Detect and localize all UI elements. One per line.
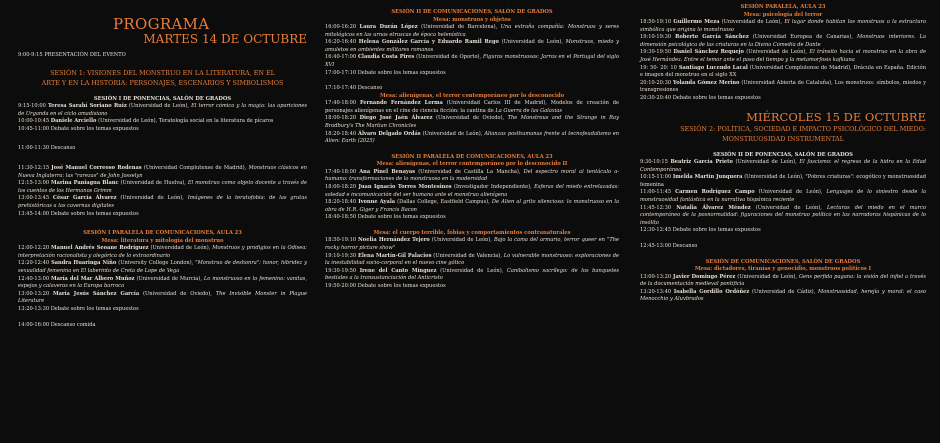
program-entry	[18, 165, 307, 180]
entry-title: Monstruos y prodigios en la Odisea: interpretación racionalista y alegórica de lo extraordinario	[18, 245, 308, 259]
entry-time: 12:40-13:00	[18, 275, 50, 282]
entry-time: 10:15-11:00	[640, 174, 672, 181]
entry-title: The Invisible Monster in Plague Literature	[18, 290, 307, 305]
mesa-heading: Mesa: alienígenas, el terror contemporáneo por lo desconocido	[379, 92, 565, 99]
entry-time: 19: 50- 20: 10	[640, 64, 677, 71]
entry-rest: Debate sobre los temas expuestos	[672, 94, 761, 101]
mesa-heading: Mesa: psicología del terror	[743, 11, 823, 18]
column-day2	[630, 0, 940, 443]
entry-speaker: Irene del Canto Mínguez	[359, 267, 437, 274]
entry-speaker: Ivonne Ayala	[358, 199, 396, 206]
program-entry	[18, 103, 307, 118]
mesa-heading: Mesa: alienígenas, el terror contemporáneo por lo desconocido II	[376, 161, 568, 168]
entry-rest: Debate sobre los temas expuestos	[357, 283, 446, 290]
entry-speaker: Teresa Sarahí Soriano Ruiz	[47, 103, 127, 110]
entry-rest: (Universidad de León),	[746, 49, 807, 56]
entry-rest: (Universidad de Oviedo),	[143, 290, 212, 297]
entry-title: El monstruo como objeto docente a través de los cuentos de los Hermanos Grimm	[18, 180, 308, 194]
entry-title: Lecturas del miedo en el marco contemporáneo de la posnormalidad: figuraciones del monstruo político en las narradoras hispánicas de lo insólito	[640, 204, 926, 226]
entry-speaker: Noelia Hernández Tejero	[358, 237, 430, 244]
entry-title: Lo vulnerable monstruoso: exploraciones de la inestabilidad socio-corporal en el nuevo cine gótico	[325, 252, 620, 267]
day2-date: MIÉRCOLES 15 DE OCTUBRE	[746, 109, 926, 124]
entry-speaker: Laura Durán López	[359, 24, 418, 30]
entry-time: 11:30-12:15	[18, 165, 50, 172]
entry-time: 11:45-12:30	[640, 204, 672, 211]
entry-time: 18:20-18:40	[325, 130, 357, 137]
program-entry	[640, 34, 926, 49]
entry-rest: (Universidad de Castilla La Mancha),	[418, 168, 521, 175]
entry-rest: (Universidad de León),	[440, 267, 504, 274]
program-title: PROGRAMA	[113, 15, 210, 33]
program-entry	[325, 169, 619, 184]
entry-speaker: Daniel Sánchez Requejo	[673, 49, 744, 56]
entry-rest: (University College London),	[118, 260, 194, 267]
program-entry	[18, 276, 307, 291]
entry-time: 20:10-20:30	[640, 79, 672, 86]
entry-title: La Guerra de las Galaxias	[495, 107, 563, 114]
entries-list	[640, 19, 926, 103]
program-entry	[640, 19, 926, 34]
program-entry	[640, 80, 926, 95]
entry-time: 13:20-13:40	[640, 288, 672, 295]
entry-title: Alianzas posthumanas frente al tecnofeudalismo en Alien: Earth (2025)	[325, 130, 619, 145]
entry-title: Monstruos clásicos en Nueva Inglaterra: las "rarezas" de John Josselyn	[18, 165, 307, 179]
entry-rest: (Universidad de León),	[735, 159, 797, 166]
entry-speaker: Marina Paniagua Blanc	[51, 180, 119, 187]
entry-time: 13:45-14:00	[18, 210, 50, 217]
entry-time: 18:50-19:10	[325, 237, 357, 244]
entry-rest: (Universidad Carlos III de Madrid), Modelos de creación de personajes alienígenas en el cine de ciencia ficción: la cantina de	[325, 100, 619, 114]
program-entry	[325, 24, 619, 39]
entry-rest: (Universidad de León),	[758, 189, 823, 196]
entry-title: Bajo la cama del armario, terror queer en "The rocky horror picture show"	[325, 237, 620, 252]
session2-comunicaciones-heading: SESIÓN II DE COMUNICACIONES, SALÓN DE GRADOS	[391, 9, 553, 15]
entry-time: 10:00-10:45	[18, 118, 50, 125]
day1-date: MARTES 14 DE OCTUBRE	[143, 32, 307, 46]
entry-speaker: Isabella Gordillo Ordóñez	[673, 288, 750, 295]
program-entry	[640, 189, 926, 204]
lunch-line: 14:00-16:00 Descanso comida	[18, 321, 96, 328]
entry-title: Esferas del miedo entrelazadas: soledad e incomunicación del ser humano ante el monstruo alienígena	[325, 184, 619, 198]
entry-rest: (Universidad de León),	[431, 237, 492, 244]
entry-title: Canibalismo sacrílego: de los banquetes bestiales a la transustanciación del Anticristo	[325, 267, 619, 282]
program-entry	[18, 195, 307, 210]
entry-speaker: Guillermo Meza	[673, 19, 720, 25]
entry-rest: (Dallas College, Eastfield Campus),	[397, 199, 490, 206]
entry-time: 13:00-13:20	[18, 290, 50, 297]
session1-title-line2: ARTE Y EN LA HISTORIA: PERSONAJES, ESCENARIOS Y SIMBOLISMOS	[41, 78, 284, 87]
entry-time: 20:30-20:40	[640, 94, 672, 101]
entry-rest: (Universidad de Huelva),	[120, 180, 186, 187]
break-line: 12:45-13:00 Descanso	[640, 242, 698, 249]
entry-speaker: María Jesús Sánchez García	[52, 290, 140, 297]
program-entry	[640, 174, 926, 189]
program-entry	[325, 131, 619, 146]
entry-title: Una extraña compañía: Monstruos y seres mitológicos en las urnas etruscas de época helenística	[325, 24, 619, 38]
session1-ponencias-heading: SESIÓN I DE PONENCIAS, SALÓN DE GRADOS	[93, 95, 232, 102]
entry-rest: (Universidad de León),	[737, 273, 798, 280]
entry-time: 19:30-19:50	[325, 267, 357, 274]
program-entry	[325, 70, 619, 78]
entry-rest: (Universidad Complutense de Madrid),	[143, 165, 247, 172]
entry-time: 17:40-18:00	[325, 100, 357, 107]
entry-time: 16:40-17:00	[325, 54, 357, 61]
entry-speaker: Natalia Álvarez Méndez	[676, 204, 751, 211]
entries-list	[18, 245, 307, 313]
entry-speaker: Fernando Fernández Lerma	[359, 100, 443, 107]
mesa-heading: Mesa: monstruos y objetos	[433, 16, 511, 23]
break-line: 11:00-11:30 Descanso	[18, 145, 76, 152]
entry-rest: (Universidad de Valencia),	[433, 252, 502, 259]
entries-list	[640, 274, 926, 304]
entry-rest: (Investigador Independiente),	[453, 184, 532, 190]
entry-speaker: Roberto García Sánchez	[675, 34, 749, 41]
session2-ponencias-heading: SESIÓN II DE PONENCIAS, SALÓN DE GRADOS	[713, 151, 853, 158]
entries-list	[325, 237, 619, 290]
entry-title: Monstruos interiores. La dimensión psicológica de las criaturas en la Divina Comedia de Dante	[640, 34, 926, 48]
entry-time: 12:00-12:20	[18, 245, 50, 252]
entry-speaker: Daniele Arciello	[50, 118, 97, 125]
entry-time: 13:20-13:30	[18, 305, 50, 312]
intro-line: 9:00-9:15 PRESENTACIÓN DEL EVENTO	[18, 52, 126, 58]
entry-speaker: Santiago Lucendo Lacal	[678, 64, 748, 71]
parallel-session-heading: SESIÓN PARALELA, AULA 23	[740, 4, 826, 10]
entry-time: 19:30-19:50	[640, 49, 672, 56]
entry-rest: Debate sobre los temas expuestos	[50, 305, 139, 312]
entry-rest: Debate sobre los temas expuestos	[357, 69, 446, 76]
entries-list	[325, 169, 619, 222]
entry-speaker: Claudia Costa Pires	[357, 54, 415, 61]
entry-title: Del espectro moral al tentáculo a-humano: transformaciones de lo monstruoso en la modernidad	[325, 168, 619, 183]
entry-rest: Debate sobre los temas expuestos	[672, 227, 761, 234]
entry-time: 12:20-12:40	[18, 260, 50, 267]
entry-time: 18:50-19:10	[640, 19, 672, 25]
entry-time: 16:00-16:20	[325, 24, 357, 30]
entry-speaker: Álvaro Delgado Ordás	[358, 130, 421, 137]
entry-rest: (Universidad de León),	[755, 204, 822, 211]
entries-list	[18, 165, 307, 218]
program-entry	[325, 199, 619, 214]
entry-speaker: Sandra Huaringa Niño	[51, 260, 117, 267]
entry-time: 13:00-13:45	[18, 195, 50, 202]
entry-title: The Monstrous and the Strange in Ray Bradbury's The Martian Chronicles	[325, 115, 619, 130]
session1-title-line1: SESIÓN 1: VISIONES DEL MONSTRUO EN LA LITERATURA, EN EL	[50, 68, 275, 77]
entry-time: 13:00-13:20	[640, 273, 672, 280]
entry-rest: (Universidad de Oviedo),	[435, 115, 505, 122]
entry-rest: (Universidad de Cádiz),	[752, 288, 816, 295]
entry-speaker: Javier Domingo Pérez	[673, 273, 736, 280]
entry-rest: (Universidad de León),	[128, 103, 189, 110]
program-entry	[325, 237, 619, 252]
entry-speaker: César García Álvarez	[52, 195, 117, 202]
entry-rest: Debate sobre los temas expuestos	[50, 210, 139, 217]
program-entry	[640, 49, 926, 64]
entry-title: Monstruos, miedo y amuletos en ambientes militares romanos	[325, 39, 619, 53]
entry-rest: (Universidad de León), "Pobres criaturas": ecogótico y monstruosidad femenina	[640, 174, 926, 188]
program-entry	[325, 253, 619, 268]
program-entry	[640, 274, 926, 289]
entry-time: 18:40-18:50	[325, 214, 357, 221]
entry-title: El lugar donde habitan los monstruos o la estructura simbólica que origina lo monstruoso	[640, 19, 927, 33]
entries-list	[325, 100, 619, 146]
entry-speaker: Beatriz García Prieto	[670, 159, 733, 166]
entry-title: El tránsito hacia el monstruo en la obra de José Hernández. Entre el temor ante el paso del tiempo y la metamorfosis kafkiana	[640, 49, 926, 63]
comunicaciones-heading: SESIÓN DE COMUNICACIONES, SALÓN DE GRADOS	[705, 258, 861, 265]
entry-rest: (Universidad de León),	[150, 245, 211, 252]
entry-speaker: José Manuel Correoso Rodenas	[51, 165, 142, 172]
entry-rest: (Universidad de Murcia),	[136, 275, 202, 282]
entry-rest: (Universidad de León),	[501, 39, 563, 46]
entry-time: 19:10-19:30	[325, 252, 357, 259]
program-entry	[640, 95, 926, 103]
entry-time: 16:20-16:40	[325, 39, 357, 46]
entry-rest: (Universidad de León),	[120, 195, 184, 202]
entry-title: Imágenes de la teratofobia: de las grutas prehistóricas a las cavernas digitales	[18, 195, 307, 210]
entries-list	[640, 159, 926, 235]
program-entry	[18, 291, 307, 306]
entry-speaker: Juan Ignacio Torres Montesinos	[358, 184, 452, 190]
entry-time: 17:00-17:10	[325, 69, 357, 76]
session2-title-line2: MONSTRUOSIDAD INSTRUMENTAL	[722, 134, 844, 143]
entry-speaker: Carmen Rodríguez Campo	[675, 189, 755, 196]
entry-rest: Debate sobre los temas expuestos	[357, 214, 446, 221]
program-entry	[640, 227, 926, 235]
program-entry	[325, 115, 619, 130]
entry-time: 18:20-18:40	[325, 199, 357, 206]
entry-time: 9:15-10:00	[18, 103, 46, 110]
entry-title: Monstruosidad, herejía y moral: el caso Menocchio y Aluvbrados	[640, 288, 926, 303]
entry-speaker: Imelda Martín Junquera	[672, 174, 743, 181]
program-entry	[640, 289, 926, 304]
program-entry	[18, 180, 307, 195]
entry-time: 18:00-18:20	[325, 184, 357, 190]
program-entry	[640, 205, 926, 228]
program-entry	[640, 159, 926, 174]
entry-time: 12:15-13:00	[18, 180, 50, 187]
program-entry	[18, 118, 307, 126]
entry-rest: (Universidad de Barcelona),	[421, 24, 498, 30]
entry-time: 9:30-10:15	[640, 159, 668, 166]
entry-title: De Alien al grito silencioso: lo monstruoso en la obra de H.R. Giger y Francis Bacon	[325, 199, 620, 213]
entry-rest: (Universidad Europea de Canarias),	[752, 34, 853, 41]
entry-title: Lo monstruoso en lo femenino: vanitas, espejos y calaveras en la Europa barroca	[18, 275, 307, 290]
entry-time: 19:50-20:00	[325, 283, 357, 290]
entry-title: "Monstruo de deshonra": honor, hibridez y sexualidad femenina en El laberinto de Creta de Lope de Vega	[18, 260, 308, 274]
entry-title: Lenguajes de lo siniestro desde la monstruosidad fantástica en la narrativa hispánica reciente	[640, 189, 926, 203]
entry-title: Gens perfida pagana: la visión del infiel a través de la documentación medieval pontificia	[640, 273, 927, 288]
mesa-heading: Mesa: dictadores, tiranías y genocidio, monstruos políticos I	[694, 266, 872, 273]
mesa-heading: Mesa: literatura y mitología del monstruo	[101, 237, 224, 244]
entry-speaker: Ana Pinel Benayas	[359, 168, 416, 175]
entry-time: 18:00-18:20	[325, 115, 357, 122]
program-entry	[325, 283, 619, 291]
entries-list	[18, 103, 307, 133]
column-day1-afternoon	[317, 0, 627, 443]
entry-time: 12:30-12:45	[640, 227, 672, 234]
entry-title: Figuras monstruosas: Jarras en el Portugal del siglo XVI	[325, 54, 619, 68]
program-entry	[18, 306, 307, 314]
entry-time: 19:10-19:30	[640, 34, 672, 41]
entry-speaker: Manuel Andrés Seoane Rodríguez	[51, 245, 149, 252]
entry-title: El terror cómico y la magia: las apariciones de Urganda en el ciclo amadisiano	[18, 103, 308, 117]
program-entry	[325, 214, 619, 222]
program-entry	[325, 54, 619, 69]
entry-title: El fascismo: el regreso de la hidra en la Edad Contemporánea	[640, 159, 926, 173]
entry-rest: (Universidad de Oporto),	[416, 54, 482, 61]
program-entry	[325, 184, 619, 199]
program-entry	[640, 65, 926, 80]
entry-speaker: Elena Martín-Gil Palacios	[357, 252, 432, 259]
column-day1-morning	[0, 0, 315, 443]
program-entry	[325, 100, 619, 115]
entries-list	[325, 24, 619, 77]
entry-speaker: Helena González García y Eduardo Ramil Rego	[358, 39, 499, 46]
break-line: 17:10-17:40 Descanso	[325, 85, 383, 92]
entry-time: 11:00-11:45	[640, 189, 672, 196]
program-entry	[18, 260, 307, 275]
program-entry	[18, 245, 307, 260]
session2-title-line1: SESIÓN 2: POLÍTICA, SOCIEDAD E IMPACTO PSICOLÓGICO DEL MIEDO:	[680, 124, 926, 133]
entry-rest: (Universidad de León),	[721, 19, 783, 25]
entry-rest: (Universidad Abierta de Cataluña), Los monstruos: símbolos, miedos y transgresiones	[640, 79, 927, 94]
entry-speaker: Yolanda Gómez Merino	[673, 79, 740, 86]
entry-time: 10:45-11:00	[18, 125, 50, 132]
entry-rest: Debate sobre los temas expuestos	[50, 125, 139, 132]
entry-rest: (Universidad de León), Teratología social en la literatura de pícaros	[98, 118, 274, 125]
entry-time: 17:40-18:00	[325, 168, 357, 175]
program-entry	[18, 211, 307, 219]
program-entry	[325, 39, 619, 54]
entry-rest: (Universidad Complutense de Madrid), Drácula en España. Edición e imagen del monstruo en el siglo XX	[640, 64, 927, 79]
entry-speaker: María del Mar Albero Muñoz	[51, 275, 135, 282]
program-entry	[325, 268, 619, 283]
mesa-heading: Mesa: el cuerpo terrible, fobias y comportamientos contranaturales	[373, 229, 571, 236]
entry-rest: (Universidad de León),	[422, 130, 483, 137]
entry-speaker: Diego José Jaén Álvarez	[359, 115, 433, 122]
parallel-session1-heading: SESIÓN I PARALELA DE COMUNICACIONES, AULA 23	[83, 230, 242, 237]
parallel-session2-heading: SESIÓN II PARALELA DE COMUNICACIONES, AULA 23	[391, 153, 553, 160]
program-entry	[18, 126, 307, 134]
